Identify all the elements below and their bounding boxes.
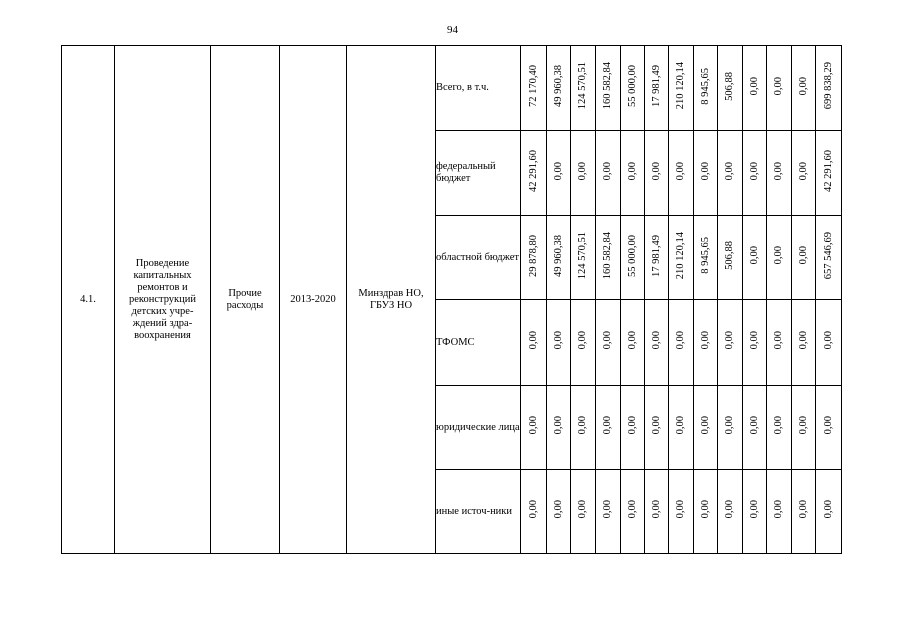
funding-source-label: юридические лица [436,386,521,470]
amount-cell [767,46,792,131]
amount-value: 0,00 [748,76,760,96]
executor-cell: Минздрав НО, ГБУЗ НО [347,46,436,554]
amount-cell [596,300,621,386]
amount-value: 0,00 [650,331,662,350]
funding-source-row [62,46,842,131]
amount-value: 0,00 [650,161,662,181]
amount-cell [645,386,669,470]
amount-value: 0,00 [797,161,809,181]
amount-cell [621,300,645,386]
amount-value: 0,00 [626,161,638,181]
amount-value: 160 582,84 [602,62,613,110]
page-number: 94 [447,24,458,36]
amount-value: 0,00 [675,500,686,519]
amount-value: 0,00 [626,331,638,350]
amount-cell [694,470,718,554]
amount-cell [521,300,547,386]
amount-value: 0,00 [699,331,711,350]
amount-cell [767,216,792,300]
amount-cell [596,216,621,300]
amount-value: 0,00 [773,76,784,96]
amount-cell [743,131,767,216]
amount-cell [718,46,743,131]
amount-cell [816,470,842,554]
amount-value: 0,00 [822,500,834,519]
amount-value: 0,00 [797,500,809,519]
amount-value: 8 945,65 [699,237,711,274]
amount-cell [743,300,767,386]
amount-cell [547,300,571,386]
amount-cell [645,46,669,131]
amount-value: 0,00 [626,416,638,435]
funding-source-label: областной бюджет [436,216,521,300]
amount-cell [792,216,816,300]
funding-source-label: федеральный бюджет [436,131,521,216]
amount-cell [669,470,694,554]
amount-value: 0,00 [822,416,834,435]
amount-value: 160 582,84 [602,231,613,280]
amount-cell [792,46,816,131]
amount-value: 0,00 [552,500,564,519]
amount-cell [767,300,792,386]
amount-cell [669,216,694,300]
amount-cell [571,131,596,216]
amount-cell [816,131,842,216]
amount-cell [596,470,621,554]
amount-value: 124 570,51 [577,62,588,110]
amount-value: 506,88 [724,71,735,101]
amount-cell [571,386,596,470]
amount-value: 0,00 [650,416,662,435]
amount-cell [571,216,596,300]
funding-source-label: ТФОМС [436,300,521,386]
amount-value: 0,00 [552,331,564,350]
amount-value: 0,00 [748,500,760,519]
amount-cell [521,131,547,216]
amount-value: 0,00 [797,416,809,435]
amount-value: 49 960,38 [552,65,564,107]
amount-cell [694,386,718,470]
amount-cell [645,470,669,554]
amount-value: 0,00 [724,416,735,435]
amount-value: 0,00 [552,416,564,435]
amount-cell [547,46,571,131]
amount-value: 0,00 [699,500,711,519]
amount-value: 657 546,69 [822,231,834,280]
amount-cell [792,131,816,216]
amount-value: 42 291,60 [527,150,539,192]
amount-value: 210 120,14 [675,231,686,280]
amount-cell [694,216,718,300]
amount-cell [547,131,571,216]
amount-cell [816,300,842,386]
amount-value: 55 000,00 [626,65,638,107]
amount-cell [694,46,718,131]
amount-value: 0,00 [675,161,686,181]
amount-cell [743,386,767,470]
amount-cell [621,216,645,300]
amount-cell [718,216,743,300]
amount-value: 0,00 [773,161,784,181]
amount-cell [816,216,842,300]
expense-type-cell: Прочие расходы [211,46,280,554]
amount-value: 42 291,60 [822,150,834,192]
amount-cell [718,131,743,216]
amount-cell [645,216,669,300]
amount-value: 49 960,38 [552,234,564,277]
amount-value: 0,00 [577,416,588,435]
amount-value: 0,00 [724,331,735,350]
amount-cell [816,386,842,470]
amount-value: 8 945,65 [699,67,711,105]
amount-value: 0,00 [699,161,711,181]
amount-cell [718,300,743,386]
amount-value: 0,00 [577,331,588,350]
amount-cell [571,300,596,386]
amount-cell [816,46,842,131]
row-number-cell: 4.1. [62,46,115,554]
amount-value: 0,00 [822,331,834,350]
amount-cell [521,46,547,131]
amount-value: 17 981,49 [650,234,662,277]
amount-cell [743,46,767,131]
amount-value: 0,00 [724,161,735,181]
amount-value: 0,00 [797,331,809,350]
amount-cell [694,300,718,386]
amount-value: 699 838,29 [822,62,834,110]
amount-value: 0,00 [675,416,686,435]
amount-value: 0,00 [602,416,613,435]
amount-value: 0,00 [527,331,539,350]
amount-cell [669,46,694,131]
amount-cell [596,386,621,470]
amount-value: 0,00 [773,331,784,350]
amount-cell [521,386,547,470]
amount-cell [621,386,645,470]
amount-value: 0,00 [602,161,613,181]
amount-value: 17 981,49 [650,65,662,107]
amount-cell [669,300,694,386]
amount-cell [621,470,645,554]
amount-value: 0,00 [650,500,662,519]
amount-value: 0,00 [748,161,760,181]
amount-value: 29 878,80 [527,234,539,277]
amount-cell [621,131,645,216]
amount-value: 0,00 [626,500,638,519]
amount-cell [743,470,767,554]
amount-cell [547,470,571,554]
amount-cell [792,470,816,554]
amount-value: 0,00 [748,246,760,265]
amount-value: 0,00 [724,500,735,519]
amount-value: 0,00 [675,331,686,350]
amount-value: 72 170,40 [527,65,539,107]
amount-value: 0,00 [773,416,784,435]
amount-cell [718,470,743,554]
amount-value: 0,00 [773,246,784,265]
amount-value: 124 570,51 [577,231,588,280]
amount-cell [767,470,792,554]
amount-value: 0,00 [527,500,539,519]
amount-cell [645,300,669,386]
amount-cell [571,470,596,554]
amount-value: 0,00 [527,416,539,435]
amount-value: 0,00 [797,76,809,96]
amount-cell [669,131,694,216]
amount-cell [718,386,743,470]
amount-cell [521,216,547,300]
amount-value: 0,00 [748,416,760,435]
budget-table [61,45,842,554]
funding-source-label: иные источ-ники [436,470,521,554]
amount-cell [694,131,718,216]
amount-value: 0,00 [602,331,613,350]
amount-cell [645,131,669,216]
amount-value: 0,00 [577,500,588,519]
amount-cell [669,386,694,470]
amount-value: 0,00 [552,161,564,181]
funding-source-label: Всего, в т.ч. [436,46,521,131]
amount-cell [792,300,816,386]
amount-value: 0,00 [773,500,784,519]
amount-cell [743,216,767,300]
period-cell: 2013-2020 [280,46,347,554]
amount-value: 0,00 [797,246,809,265]
amount-cell [792,386,816,470]
amount-cell [621,46,645,131]
amount-cell [521,470,547,554]
amount-cell [767,386,792,470]
amount-value: 0,00 [699,416,711,435]
amount-value: 210 120,14 [675,62,686,110]
amount-cell [767,131,792,216]
amount-value: 0,00 [602,500,613,519]
amount-value: 55 000,00 [626,234,638,277]
amount-cell [596,46,621,131]
amount-value: 0,00 [577,161,588,181]
amount-value: 506,88 [724,241,735,270]
amount-value: 0,00 [748,331,760,350]
amount-cell [571,46,596,131]
amount-cell [596,131,621,216]
amount-cell [547,216,571,300]
activity-name-cell: Проведение капитальных ремонтов и реконструкций детских учре-ждений здра-воохранения [115,46,211,554]
amount-cell [547,386,571,470]
